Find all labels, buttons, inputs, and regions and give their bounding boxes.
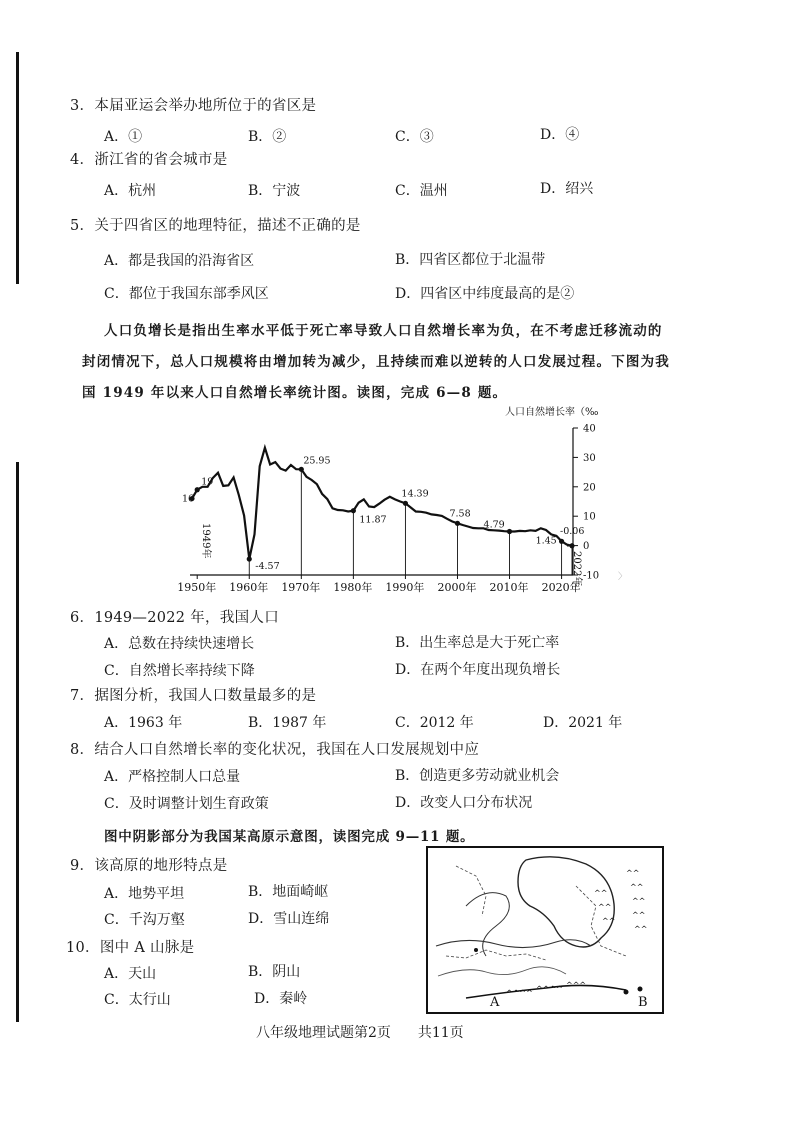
x-tick-label: 1970年 bbox=[281, 581, 321, 594]
page-footer bbox=[256, 1022, 464, 1042]
question-5-option-d[interactable]: D．四省区中纬度最高的是② bbox=[395, 286, 575, 302]
data-point bbox=[195, 487, 200, 492]
data-label: 19 bbox=[201, 476, 214, 488]
data-label: 16 bbox=[182, 493, 195, 505]
data-point bbox=[247, 556, 252, 561]
growth-rate-chart bbox=[170, 403, 630, 598]
question-10-option-c[interactable]: C．太行山 bbox=[104, 992, 171, 1008]
x-tick-label: 1980年 bbox=[333, 581, 373, 594]
question-7-stem: 7．据图分析，我国人口数量最多的是 bbox=[70, 688, 317, 704]
question-4-option-d[interactable]: D．绍兴 bbox=[540, 181, 594, 197]
question-7-option-c[interactable]: C．2012 年 bbox=[395, 715, 474, 731]
data-label: 11.87 bbox=[359, 514, 387, 526]
question-7-option-b[interactable]: B．1987 年 bbox=[248, 715, 327, 731]
data-point bbox=[559, 539, 564, 544]
x-tick-label: 2010年 bbox=[489, 581, 529, 594]
data-label: -4.57 bbox=[255, 561, 280, 573]
question-6-option-d[interactable]: D．在两个年度出现负增长 bbox=[395, 662, 561, 678]
question-8-option-c[interactable]: C．及时调整计划生育政策 bbox=[104, 796, 269, 812]
svg-text:^^: ^^ bbox=[634, 925, 648, 934]
question-6-option-a[interactable]: A．总数在持续快速增长 bbox=[104, 636, 255, 652]
data-label: -0.06 bbox=[560, 525, 585, 537]
data-point bbox=[507, 529, 512, 534]
question-5-option-c[interactable]: C．都位于我国东部季风区 bbox=[104, 286, 269, 302]
footer-page: 八年级地理试题第2页 bbox=[256, 1025, 391, 1041]
data-label: 14.39 bbox=[401, 488, 429, 500]
question-5-option-a[interactable]: A．都是我国的沿海省区 bbox=[104, 253, 255, 269]
question-10-stem: 10．图中 A 山脉是 bbox=[66, 940, 195, 956]
passage-line-3: 国 1949 年以来人口自然增长率统计图。读图，完成 6—8 题。 bbox=[82, 385, 508, 401]
passage-line-1: 人口负增长是指出生率水平低于死亡率导致人口自然增长率为负，在不考虑迁移流动的 bbox=[104, 323, 663, 339]
start-year-label: 1949年 bbox=[200, 523, 211, 559]
question-5-option-b[interactable]: B．四省区都位于北温带 bbox=[395, 252, 546, 268]
passage-intro bbox=[82, 316, 684, 409]
margin-bar bbox=[16, 52, 19, 284]
svg-text:^^^^: ^^^^ bbox=[506, 989, 533, 998]
data-point bbox=[569, 543, 574, 548]
question-4-option-b[interactable]: B．宁波 bbox=[248, 183, 301, 199]
question-9-option-a[interactable]: A．地势平坦 bbox=[104, 886, 185, 902]
question-8-stem: 8．结合人口自然增长率的变化状况，我国在人口发展规划中应 bbox=[70, 742, 480, 758]
question-9-option-c[interactable]: C．千沟万壑 bbox=[104, 912, 185, 928]
x-tick-label: 2020年 bbox=[541, 581, 581, 594]
question-9-option-b[interactable]: B．地面崎岖 bbox=[248, 884, 329, 900]
question-7-option-a[interactable]: A．1963 年 bbox=[104, 715, 183, 731]
y-tick-label: -10 bbox=[583, 570, 600, 582]
data-label: 7.58 bbox=[449, 508, 471, 520]
city-point bbox=[638, 987, 643, 992]
data-label: 1.45 bbox=[535, 535, 557, 547]
data-point bbox=[455, 521, 460, 526]
question-8-option-b[interactable]: B．创造更多劳动就业机会 bbox=[395, 768, 560, 784]
question-5-stem: 5．关于四省区的地理特征，描述不正确的是 bbox=[70, 218, 361, 234]
map-label-a: A bbox=[490, 995, 500, 1010]
question-3-option-d[interactable]: D．④ bbox=[540, 127, 580, 143]
question-3-option-b[interactable]: B．② bbox=[248, 129, 287, 145]
question-4-option-a[interactable]: A．杭州 bbox=[104, 183, 157, 199]
question-9-option-d[interactable]: D．雪山连绵 bbox=[248, 911, 330, 927]
question-3-stem: 3．本届亚运会举办地所位于的省区是 bbox=[70, 98, 317, 114]
y-tick-label: 0 bbox=[583, 541, 590, 553]
question-4-option-c[interactable]: C．温州 bbox=[395, 183, 448, 199]
x-tick-label: 1950年 bbox=[177, 581, 217, 594]
question-3-option-a[interactable]: A．① bbox=[104, 129, 143, 145]
x-tick-label: 1960年 bbox=[229, 581, 269, 594]
tick-minus-sign: 〉 bbox=[618, 572, 628, 582]
city-point bbox=[624, 990, 629, 995]
passage-plateau: 图中阴影部分为我国某高原示意图，读图完成 9—11 题。 bbox=[104, 829, 475, 845]
svg-text:^^: ^^ bbox=[630, 883, 644, 892]
question-3-option-c[interactable]: C．③ bbox=[395, 129, 434, 145]
svg-text:^^: ^^ bbox=[632, 897, 646, 906]
y-tick-label: 40 bbox=[583, 423, 596, 435]
data-point bbox=[351, 508, 356, 513]
map-label-b: B bbox=[638, 995, 648, 1010]
y-tick-label: 30 bbox=[583, 452, 596, 464]
question-10-option-a[interactable]: A．天山 bbox=[104, 966, 157, 982]
svg-text:^^^: ^^^ bbox=[566, 981, 587, 990]
x-tick-label: 2000年 bbox=[437, 581, 477, 594]
plateau-map bbox=[426, 846, 664, 1014]
question-8-option-d[interactable]: D．改变人口分布状况 bbox=[395, 795, 533, 811]
question-7-option-d[interactable]: D．2021 年 bbox=[543, 715, 623, 731]
y-tick-label: 10 bbox=[583, 511, 596, 523]
question-10-option-d[interactable]: D．秦岭 bbox=[254, 991, 308, 1007]
question-8-option-a[interactable]: A．严格控制人口总量 bbox=[104, 769, 241, 785]
end-year-label: 2022年 bbox=[571, 551, 582, 587]
chart-title: 人口自然增长率（‰ bbox=[505, 407, 599, 418]
data-point bbox=[299, 467, 304, 472]
y-tick-label: 20 bbox=[583, 482, 596, 494]
city-point bbox=[474, 948, 478, 952]
x-tick-label: 1990年 bbox=[385, 581, 425, 594]
question-6-stem: 6．1949—2022 年，我国人口 bbox=[70, 610, 280, 626]
question-10-option-b[interactable]: B．阴山 bbox=[248, 964, 301, 980]
question-9-stem: 9．该高原的地形特点是 bbox=[70, 858, 228, 874]
svg-text:^^: ^^ bbox=[602, 917, 616, 926]
data-point bbox=[403, 501, 408, 506]
question-6-option-c[interactable]: C．自然增长率持续下降 bbox=[104, 663, 255, 679]
svg-text:^^: ^^ bbox=[632, 911, 646, 920]
margin-bar bbox=[16, 462, 19, 1022]
passage-line-2: 封闭情况下，总人口规模将由增加转为减少，且持续而难以逆转的人口发展过程。下图为我 bbox=[82, 354, 670, 370]
svg-text:^^: ^^ bbox=[594, 889, 608, 898]
data-label: 4.79 bbox=[483, 519, 505, 531]
svg-text:^^: ^^ bbox=[626, 869, 640, 878]
svg-text:^^: ^^ bbox=[598, 903, 612, 912]
growth-rate-line bbox=[192, 448, 572, 559]
question-4-stem: 4．浙江省的省会城市是 bbox=[70, 152, 228, 168]
question-6-option-b[interactable]: B．出生率总是大于死亡率 bbox=[395, 635, 560, 651]
footer-total: 共11页 bbox=[417, 1025, 464, 1041]
data-label: 25.95 bbox=[303, 455, 331, 467]
svg-text:^^^^: ^^^^ bbox=[536, 985, 563, 994]
